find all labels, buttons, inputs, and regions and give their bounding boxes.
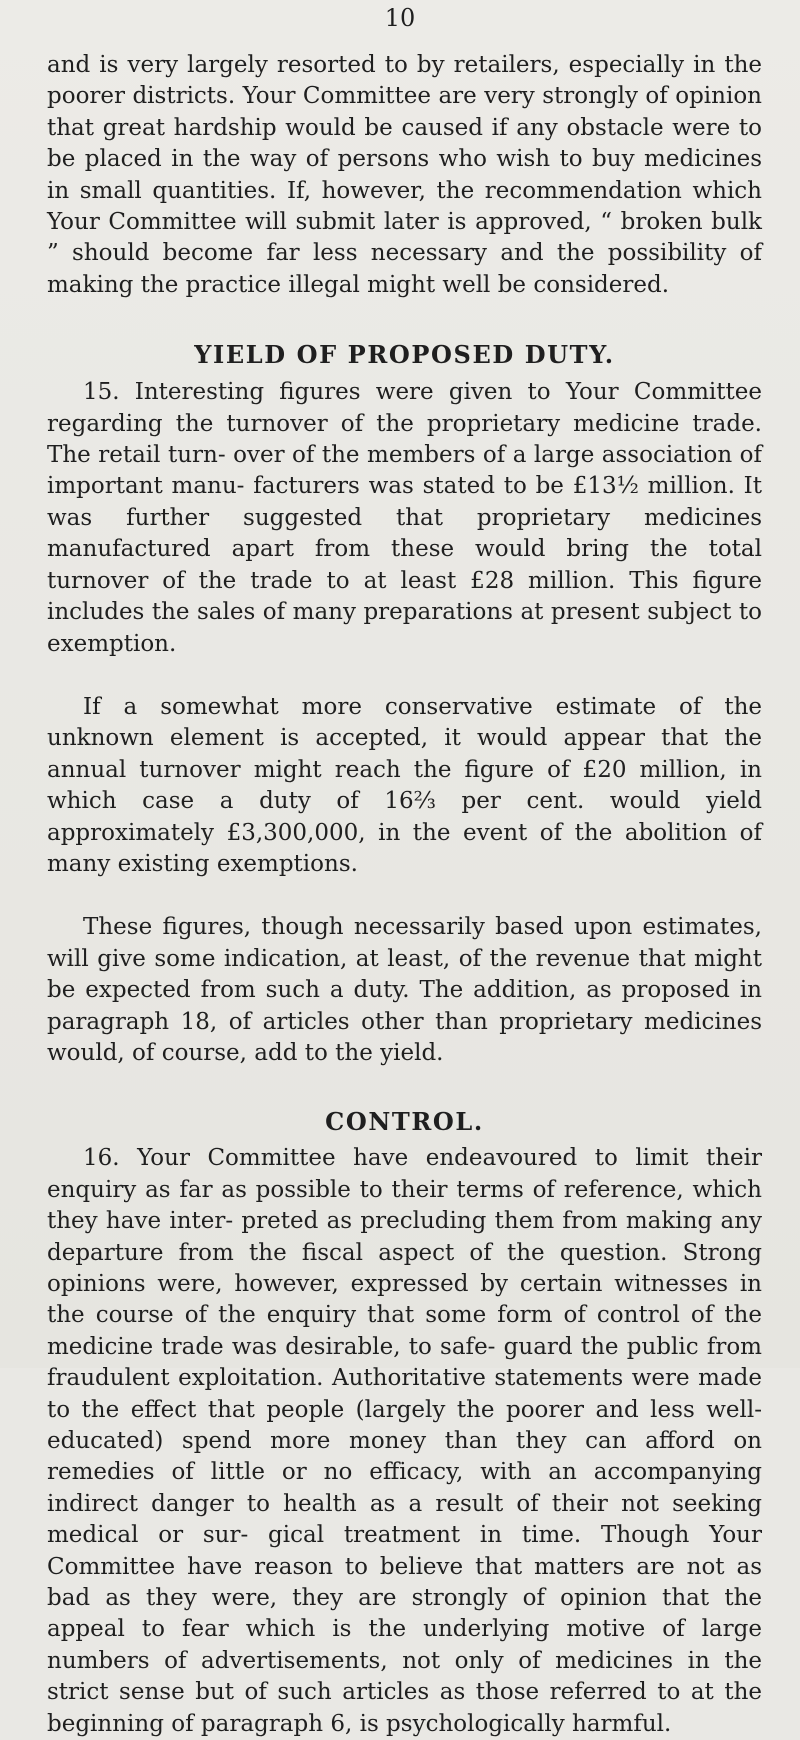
- paragraph-turnover-estimate: If a somewhat more conservative estimate of the unknown element is accepted, it would appear that the annual turnover might reach the figure of £20 million, in which case a duty of 16⅔ per cent. would yield approximately £3,300,000, in the event of the abolition of many existing exemptions.: [47, 693, 762, 877]
- section-heading-control: CONTROL.: [325, 1107, 484, 1137]
- page-number: 10: [384, 4, 416, 32]
- paragraph-yield-figures: These figures, though necessarily based upon estimates, will give some indication, at least, of the revenue that might be expected from such a duty. The addition, as proposed in paragraph 18, of articles other than proprietary medicines would, of course, add to the yield.: [47, 914, 762, 1066]
- paragraph-15: 15. Interesting figures were given to Your Committee regarding the turnover of the proprietary medicine trade. The retail turn- over of the members of a large association of important manu- facturers was stated to be £13½ million. It was further suggested that proprietary medicines manufactured apart from these would bring the total turnover of the trade to at least £28 million. This figure includes the sales of many preparations at present subject to exemption.: [47, 379, 762, 657]
- paragraph-16: 16. Your Committee have endeavoured to limit their enquiry as far as possible to their terms of reference, which they have inter- preted as precluding them from making any departure from the fiscal aspect of the question. Strong opinions were, however, expressed by certain witnesses in the course of the enquiry that some form of control of the medicine trade was desirable, to safe- guard the public from fraudulent exploitation. Authoritative statements were made to the effect that people (largely the poorer and less well-educated) spend more money than they can afford on remedies of little or no efficacy, with an accompanying indirect danger to health as a result of their not seeking medical or sur- gical treatment in time. Though Your Committee have reason to believe that matters are not as bad as they were, they are strongly of opinion that the appeal to fear which is the underlying motive of large numbers of advertisements, not only of medicines in the strict sense but of such articles as those referred to at the beginning of paragraph 6, is psychologically harmful.: [47, 1145, 762, 1737]
- opening-paragraph: and is very largely resorted to by retailers, especially in the poorer districts. Your Committee are very strongly of opinion that great hardship would be caused if any obstacle were to be placed in the way of persons who wish to buy medicines in small quantities. If, however, the recommendation which Your Committee will submit later is approved, “ broken bulk ” should become far less necessary and the possibility of making the practice illegal might well be considered.: [47, 52, 762, 298]
- section-heading-yield: YIELD OF PROPOSED DUTY.: [194, 340, 615, 370]
